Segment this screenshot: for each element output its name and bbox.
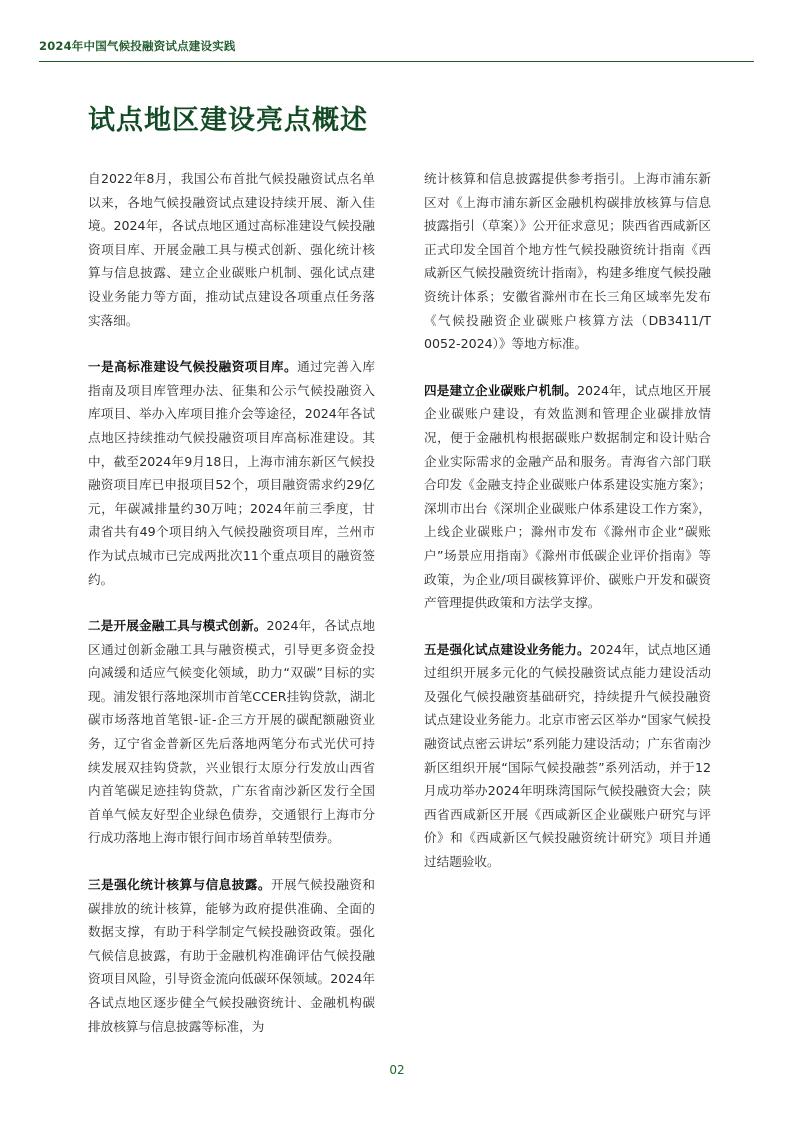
paragraph-body: 2024年，各试点地区通过创新金融工具与融资模式，引导更多资金投向减缓和适应气候变化领域，助力“双碳”目标的实现。浦发银行落地深圳市首笔CCER挂钩贷款，湖北碳市场落地首笔银-证-企三方开展的碳配额融资业务，辽宁省金普新区先后落地两笔分布式光伏可持续发展双挂钩贷款，兴业银行太原分行发放山西省内首笔碳足迹挂钩贷款，广东省南沙新区发行全国首单气候友好型企业绿色债券，交通银行上海市分行成功落地上海市银行间市场首单转型债券。 — [88, 618, 376, 846]
section-lead: 三是强化统计核算与信息披露。 — [88, 877, 271, 893]
section-lead: 四是建立企业碳账户机制。 — [424, 382, 577, 398]
paragraph-body: 2024年，试点地区开展企业碳账户建设，有效监测和管理企业碳排放情况，便于金融机构根据碳账户数据制定和设计贴合企业实际需求的金融产品和服务。青海省六部门联合印发《金融支持企业碳账户体系建设实施方案》；深圳市出台《深圳企业碳账户体系建设工作方案》，上线企业碳账户；滁州市发布《滁州市企业“碳账户”场景应用指南》《滁州市低碳企业评价指南》等政策，为企业/项目碳核算评价、碳账户开发和碳资产管理提供政策和方法学支撑。 — [424, 382, 711, 611]
paragraph-body: 通过完善入库指南及项目库管理办法、征集和公示气候投融资入库项目、举办入库项目推介会等途径，2024年各试点地区持续推动气候投融资项目库高标准建设。其中，截至2024年9月18日，上海市浦东新区气候投融资项目库已申报项目52个，项目融资需求约29亿元，年碳减排量约30万吨；2024年前三季度，甘肃省共有49个项目纳入气候投融资项目库，兰州市作为试点城市已完成两批次11个重点项目的融资签约。 — [88, 359, 376, 587]
section-capacity-building — [424, 638, 711, 874]
section-lead: 二是开展金融工具与模式创新。 — [88, 618, 267, 634]
section-financial-innovation — [88, 614, 375, 850]
section-carbon-account — [424, 379, 711, 615]
paragraph-body: 开展气候投融资和碳排放的统计核算，能够为政府提供准确、全面的数据支撑，有助于科学制定气候投融资政策。强化气候信息披露，有助于金融机构准确评估气候投融资项目风险，引导资金流向低碳环保领域。2024年各试点地区逐步健全气候投融资统计、金融机构碳排放核算与信息披露等标准，为 — [88, 877, 376, 1034]
running-header: 2024年中国气候投融资试点建设实践 — [39, 39, 236, 53]
paragraph-body: 自2022年8月，我国公布首批气候投融资试点名单以来，各地气候投融资试点建设持续开展、渐入佳境。2024年，各试点地区通过高标准建设气候投融资项目库、开展金融工具与模式创新、强化统计核算与信息披露、建立企业碳账户机制、强化试点建设业务能力等方面，推动试点建设各项重点任务落实落细。 — [88, 171, 375, 328]
paragraph-body: 统计核算和信息披露提供参考指引。上海市浦东新区对《上海市浦东新区金融机构碳排放核算与信息披露指引（草案）》公开征求意见；陕西省西咸新区正式印发全国首个地方性气候投融资统计指南《西咸新区气候投融资统计指南》，构建多维度气候投融资统计体系；安徽省滁州市在长三角区域率先发布《气候投融资企业碳账户核算方法（DB3411/T 0052-2024）》等地方标准。 — [424, 171, 711, 352]
intro-paragraph — [88, 167, 375, 332]
section-lead: 五是强化试点建设业务能力。 — [424, 641, 590, 657]
section-lead: 一是高标准建设气候投融资项目库。 — [88, 359, 298, 375]
header-divider — [39, 61, 754, 62]
left-column — [88, 167, 375, 1061]
continued-paragraph — [424, 167, 711, 356]
section-project-library — [88, 355, 375, 591]
section-statistics-disclosure — [88, 873, 375, 1038]
page-number: 02 — [389, 1063, 405, 1077]
right-column — [424, 167, 711, 897]
paragraph-body: 2024年，试点地区通过组织开展多元化的气候投融资试点能力建设活动及强化气候投融资基础研究，持续提升气候投融资试点建设业务能力。北京市密云区举办“国家气候投融资试点密云讲坛”系列能力建设活动；广东省南沙新区组织开展“国际气候投融荟”系列活动，并于12月成功举办2024年明珠湾国际气候投融资大会；陕西省西咸新区开展《西咸新区企业碳账户研究与评价》和《西咸新区气候投融资统计研究》项目并通过结题验收。 — [424, 641, 711, 870]
page-title: 试点地区建设亮点概述 — [88, 105, 368, 136]
